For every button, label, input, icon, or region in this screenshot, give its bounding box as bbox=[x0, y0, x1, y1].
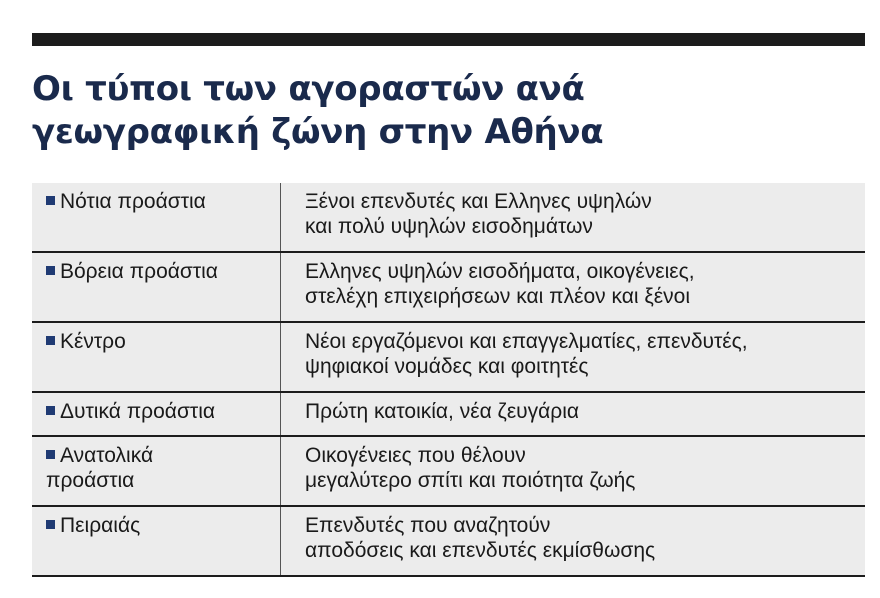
description-line: Ξένοι επενδυτές και Ελληνες υψηλών bbox=[305, 190, 652, 213]
square-bullet-icon bbox=[46, 520, 55, 529]
square-bullet-icon bbox=[46, 266, 55, 275]
title-line-1: Οι τύποι των αγοραστών ανά bbox=[32, 69, 585, 109]
region-label: Βόρεια προάστια bbox=[60, 260, 218, 283]
region-label: Πειραιάς bbox=[60, 514, 141, 537]
square-bullet-icon bbox=[46, 336, 55, 345]
square-bullet-icon bbox=[46, 196, 55, 205]
table-row bbox=[32, 393, 865, 437]
description-cell bbox=[281, 507, 865, 575]
description-cell bbox=[281, 253, 865, 321]
page-title bbox=[32, 68, 865, 154]
description-line: Οικογένειες που θέλουν bbox=[305, 444, 526, 467]
square-bullet-icon bbox=[46, 450, 55, 459]
region-cell bbox=[32, 323, 281, 391]
region-label: Νότια προάστια bbox=[60, 190, 206, 213]
description-line: στελέχη επιχειρήσεων και πλέον και ξένοι bbox=[305, 285, 691, 308]
table-row bbox=[32, 323, 865, 393]
description-line: αποδόσεις και επενδυτές εκμίσθωσης bbox=[305, 539, 656, 562]
table-row bbox=[32, 183, 865, 253]
description-cell bbox=[281, 323, 865, 391]
description-line: Επενδυτές που αναζητούν bbox=[305, 514, 551, 537]
description-line: μεγαλύτερο σπίτι και ποιότητα ζωής bbox=[305, 469, 636, 492]
description-line: και πολύ υψηλών εισοδημάτων bbox=[305, 215, 593, 238]
region-label: Δυτικά προάστια bbox=[60, 400, 216, 423]
square-bullet-icon bbox=[46, 406, 55, 415]
table-row bbox=[32, 507, 865, 577]
region-cell bbox=[32, 253, 281, 321]
table-row bbox=[32, 437, 865, 507]
region-cell bbox=[32, 437, 281, 505]
description-cell bbox=[281, 183, 865, 251]
region-cell bbox=[32, 507, 281, 575]
top-rule bbox=[32, 33, 865, 46]
region-label: Ανατολικά προάστια bbox=[46, 444, 154, 492]
description-line: Ελληνες υψηλών εισοδήματα, οικογένειες, bbox=[305, 260, 695, 283]
description-line: ψηφιακοί νομάδες και φοιτητές bbox=[305, 355, 589, 378]
description-cell bbox=[281, 437, 865, 505]
description-cell bbox=[281, 393, 865, 435]
region-label: Κέντρο bbox=[60, 330, 126, 353]
region-cell bbox=[32, 183, 281, 251]
buyer-types-table bbox=[32, 183, 865, 577]
region-cell bbox=[32, 393, 281, 435]
description-line: Νέοι εργαζόμενοι και επαγγελματίες, επενδυτές, bbox=[305, 330, 748, 353]
description-line: Πρώτη κατοικία, νέα ζευγάρια bbox=[305, 400, 580, 423]
title-line-2: γεωγραφική ζώνη στην Αθήνα bbox=[32, 112, 604, 152]
table-row bbox=[32, 253, 865, 323]
